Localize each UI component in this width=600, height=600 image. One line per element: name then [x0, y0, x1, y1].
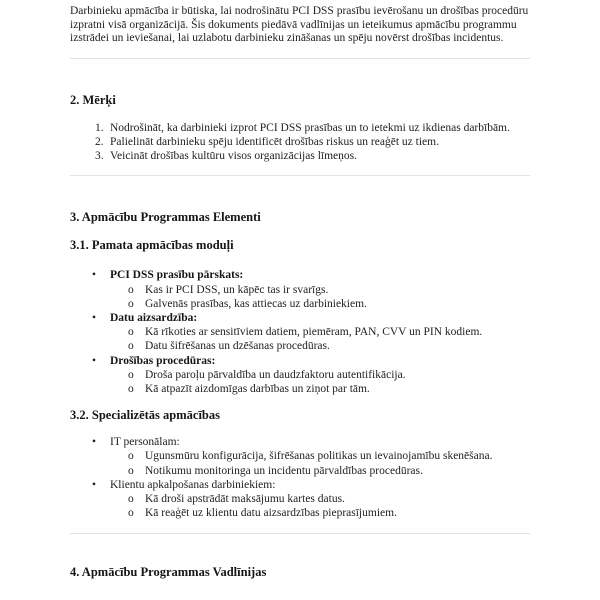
circle-bullet-icon: o [128, 326, 134, 339]
list-number: 2. [95, 135, 104, 148]
sub-item-text: Kā reaģēt uz klientu datu aizsardzības pieprasījumiem. [145, 507, 397, 520]
list-item [70, 478, 530, 492]
sub-list-item [70, 339, 530, 353]
bullet-icon: • [92, 478, 97, 491]
sub-item-text: Kas ir PCI DSS, un kāpēc tas ir svarīgs. [145, 283, 329, 296]
sub-list-item [70, 325, 530, 339]
list-item-text: Nodrošināt, ka darbinieki izprot PCI DSS prasības un to ietekmi uz ikdienas darbībām. [110, 121, 510, 134]
module-label: PCI DSS prasību pārskats: [110, 269, 244, 282]
list-item [70, 354, 530, 368]
circle-bullet-icon: o [128, 464, 134, 477]
list-number: 1. [95, 121, 104, 134]
circle-bullet-icon: o [128, 283, 134, 296]
sub-item-text: Notikumu monitoringa un incidentu pārvaldības procedūras. [145, 464, 423, 477]
circle-bullet-icon: o [128, 493, 134, 506]
list-item [70, 435, 530, 449]
goals-heading: 2. Mērķi [70, 92, 116, 107]
circle-bullet-icon: o [128, 450, 134, 463]
list-item-text: Veicināt drošības kultūru visos organizācijas līmeņos. [110, 150, 357, 163]
list-item [70, 311, 530, 325]
program-heading: 3. Apmācību Programmas Elementi [70, 210, 261, 225]
core-modules-heading: 3.1. Pamata apmācības moduļi [70, 238, 234, 253]
section-divider [70, 175, 530, 176]
circle-bullet-icon: o [128, 507, 134, 520]
sub-item-text: Kā rīkoties ar sensitīviem datiem, piemēram, PAN, CVV un PIN kodiem. [145, 326, 483, 339]
module-label: Datu aizsardzība: [110, 312, 198, 324]
sub-list-item [70, 382, 530, 396]
sub-list-item [70, 492, 530, 506]
list-item [70, 268, 530, 282]
section-divider [70, 58, 530, 59]
sub-list-item [70, 464, 530, 478]
circle-bullet-icon: o [128, 297, 134, 310]
module-label: Drošības procedūras: [110, 354, 216, 367]
circle-bullet-icon: o [128, 368, 134, 381]
module-label: Klientu apkalpošanas darbiniekiem: [110, 478, 276, 491]
sub-list-item [70, 297, 530, 311]
bullet-icon: • [92, 312, 97, 324]
sub-item-text: Droša paroļu pārvaldība un daudzfaktoru autentifikācija. [145, 368, 406, 381]
circle-bullet-icon: o [128, 383, 134, 396]
specialized-list [70, 435, 530, 520]
goals-list [70, 121, 530, 164]
list-item [70, 121, 530, 135]
module-label: IT personālam: [110, 436, 180, 449]
list-number: 3. [95, 150, 104, 163]
bullet-icon: • [92, 269, 97, 282]
specialized-heading: 3.2. Specializētās apmācības [70, 408, 220, 423]
sub-list-item [70, 449, 530, 463]
list-item [70, 149, 530, 163]
sub-item-text: Galvenās prasības, kas attiecas uz darbiniekiem. [145, 297, 367, 310]
list-item [70, 135, 530, 149]
circle-bullet-icon: o [128, 340, 134, 353]
section-divider [70, 533, 530, 534]
list-item-text: Palielināt darbinieku spēju identificēt drošības riskus un reaģēt uz tiem. [110, 135, 439, 148]
bullet-icon: • [92, 436, 97, 449]
sub-item-text: Datu šifrēšanas un dzēšanas procedūras. [145, 340, 330, 353]
bullet-icon: • [92, 354, 97, 367]
sub-item-text: Kā droši apstrādāt maksājumu kartes datus. [145, 493, 345, 506]
sub-list-item [70, 283, 530, 297]
sub-list-item [70, 368, 530, 382]
intro-paragraph: Darbinieku apmācība ir būtiska, lai nodrošinātu PCI DSS prasību ievērošanu un drošības procedūru izpratni visā organizācijā. Šis dokuments piedāvā vadlīnijas un ieteikumus apmācību programmu izstrādei un ieviešanai, lai uzlabotu darbinieku zināšanas un spēju novērst drošības incidentus. [70, 5, 529, 45]
sub-item-text: Kā atpazīt aizdomīgas darbības un ziņot par tām. [145, 383, 370, 396]
core-modules-list [70, 268, 530, 396]
sub-item-text: Ugunsmūru konfigurācija, šifrēšanas politikas un ievainojamību skenēšana. [145, 450, 493, 463]
guidelines-heading: 4. Apmācību Programmas Vadlīnijas [70, 565, 267, 580]
sub-list-item [70, 506, 530, 520]
